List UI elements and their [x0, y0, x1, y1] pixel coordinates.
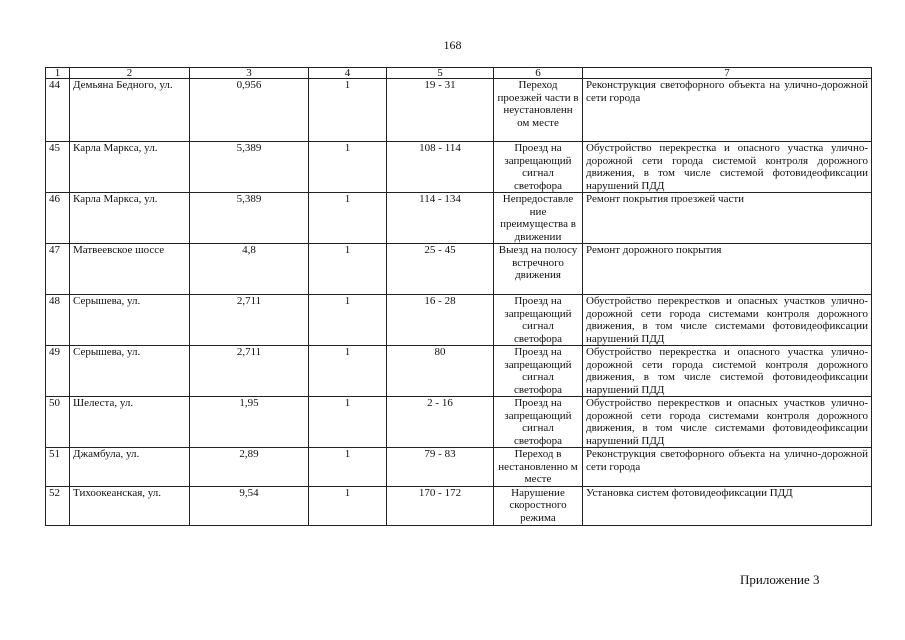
table-row [46, 142, 872, 193]
accident-count: 1 [309, 346, 387, 397]
house-range: 25 - 45 [387, 244, 494, 295]
house-range: 16 - 28 [387, 295, 494, 346]
planned-measure: Обустройство перекрестка и опасного участка улично-дорожной сети города системой контроля дорожного движения, в том числе системой фотовидеофиксации нарушений ПДД [583, 142, 872, 193]
table-row [46, 397, 872, 448]
street-name: Демьяна Бедного, ул. [70, 79, 190, 142]
violation-type: Проезд на запрещающий сигнал светофора [494, 346, 583, 397]
violation-type: Выезд на полосу встречного движения [494, 244, 583, 295]
road-length: 1,95 [190, 397, 309, 448]
row-number: 45 [46, 142, 70, 193]
table-row [46, 486, 872, 525]
column-header: 7 [583, 68, 872, 79]
row-number: 47 [46, 244, 70, 295]
column-header: 5 [387, 68, 494, 79]
planned-measure: Обустройство перекрестков и опасных участков улично-дорожной сети города системами контроля дорожного движения, в том числе системами фотовидеофиксации нарушений ПДД [583, 397, 872, 448]
street-name: Тихоокеанская, ул. [70, 486, 190, 525]
page-number: 168 [443, 38, 462, 52]
road-length: 5,389 [190, 142, 309, 193]
planned-measure: Реконструкция светофорного объекта на улично-дорожной сети города [583, 79, 872, 142]
column-header: 4 [309, 68, 387, 79]
accident-count: 1 [309, 486, 387, 525]
row-number: 46 [46, 193, 70, 244]
street-name: Серышева, ул. [70, 346, 190, 397]
violation-type: Проезд на запрещающий сигнал светофора [494, 295, 583, 346]
row-number: 52 [46, 486, 70, 525]
road-length: 2,89 [190, 448, 309, 487]
column-header: 2 [70, 68, 190, 79]
table-row [46, 295, 872, 346]
house-range: 80 [387, 346, 494, 397]
accident-count: 1 [309, 295, 387, 346]
planned-measure: Установка систем фотовидеофиксации ПДД [583, 486, 872, 525]
violation-type: Переход проезжей части в неустановленн ом месте [494, 79, 583, 142]
row-number: 50 [46, 397, 70, 448]
planned-measure: Реконструкция светофорного объекта на улично-дорожной сети города [583, 448, 872, 487]
road-length: 2,711 [190, 346, 309, 397]
accident-count: 1 [309, 397, 387, 448]
table-row [46, 346, 872, 397]
accident-count: 1 [309, 244, 387, 295]
accident-count: 1 [309, 193, 387, 244]
planned-measure: Обустройство перекрестков и опасных участков улично-дорожной сети города системами контроля дорожного движения, в том числе системами фотовидеофиксации нарушений ПДД [583, 295, 872, 346]
road-length: 9,54 [190, 486, 309, 525]
street-name: Карла Маркса, ул. [70, 193, 190, 244]
violation-type: Переход в нестановленно м месте [494, 448, 583, 487]
road-length: 4,8 [190, 244, 309, 295]
street-name: Карла Маркса, ул. [70, 142, 190, 193]
row-number: 49 [46, 346, 70, 397]
house-range: 114 - 134 [387, 193, 494, 244]
road-length: 2,711 [190, 295, 309, 346]
planned-measure: Ремонт покрытия проезжей части [583, 193, 872, 244]
column-header: 6 [494, 68, 583, 79]
column-header: 1 [46, 68, 70, 79]
street-name: Джамбула, ул. [70, 448, 190, 487]
house-range: 19 - 31 [387, 79, 494, 142]
row-number: 44 [46, 79, 70, 142]
accident-count: 1 [309, 448, 387, 487]
road-safety-table [45, 67, 872, 526]
house-range: 2 - 16 [387, 397, 494, 448]
road-length: 0,956 [190, 79, 309, 142]
table-row [46, 244, 872, 295]
table-row [46, 448, 872, 487]
violation-type: Непредоставле ние преимущества в движении [494, 193, 583, 244]
table-row [46, 193, 872, 244]
header-row [46, 68, 872, 79]
row-number: 51 [46, 448, 70, 487]
accident-count: 1 [309, 79, 387, 142]
planned-measure: Обустройство перекрестка и опасного участка улично-дорожной сети города системой контроля дорожного движения, в том числе системой фотовидеофиксации нарушений ПДД [583, 346, 872, 397]
street-name: Серышева, ул. [70, 295, 190, 346]
violation-type: Проезд на запрещающий сигнал светофора [494, 142, 583, 193]
accident-count: 1 [309, 142, 387, 193]
street-name: Матвеевское шоссе [70, 244, 190, 295]
street-name: Шелеста, ул. [70, 397, 190, 448]
house-range: 79 - 83 [387, 448, 494, 487]
table-row [46, 79, 872, 142]
column-header: 3 [190, 68, 309, 79]
violation-type: Проезд на запрещающий сигнал светофора [494, 397, 583, 448]
house-range: 170 - 172 [387, 486, 494, 525]
house-range: 108 - 114 [387, 142, 494, 193]
violation-type: Нарушение скоростного режима [494, 486, 583, 525]
row-number: 48 [46, 295, 70, 346]
road-length: 5,389 [190, 193, 309, 244]
appendix-label: Приложение 3 [740, 572, 820, 587]
planned-measure: Ремонт дорожного покрытия [583, 244, 872, 295]
